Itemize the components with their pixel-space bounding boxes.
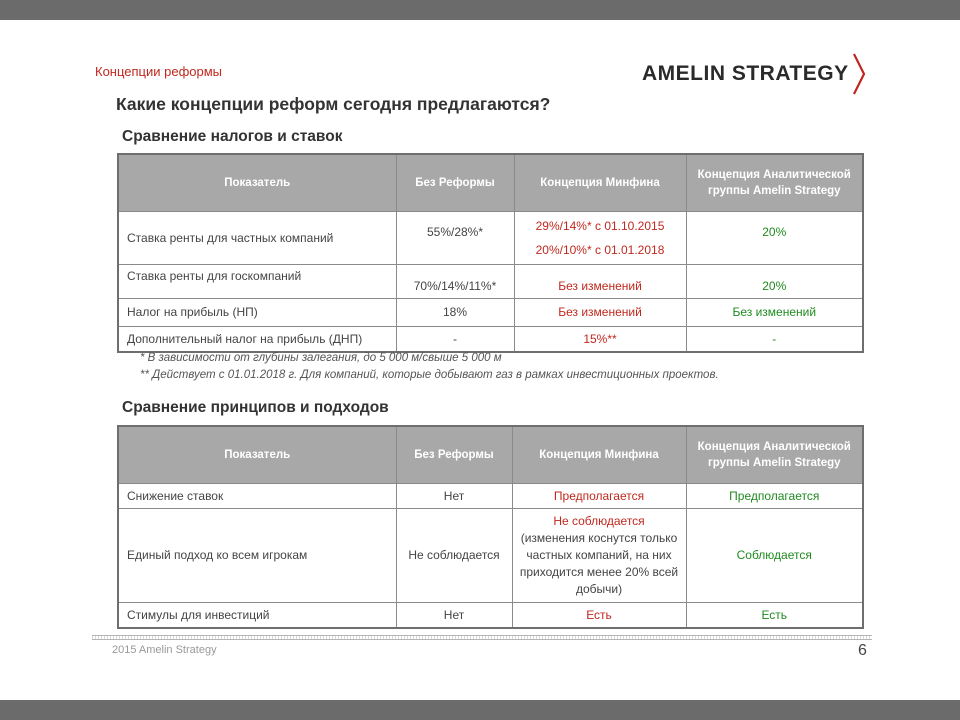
header-minfin: Концепция Минфина [512,426,686,483]
table1-title: Сравнение налогов и ставок [122,128,343,145]
minfin-value [512,508,686,602]
footnote-1: * В зависимости от глубины залегания, до 5 000 м/свыше 5 000 м [140,352,502,364]
no-reform-value: 70%/14%/11%* [396,264,514,298]
table-row [118,602,863,628]
tax-rates-table [117,153,864,353]
amelin-value: Предполагается [686,483,863,508]
amelin-value: 20% [686,211,863,264]
table-row [118,508,863,602]
header-indicator: Показатель [118,426,396,483]
row-label: Налог на прибыль (НП) [118,298,396,326]
no-reform-value: - [396,326,514,352]
footer-divider [92,635,872,640]
amelin-value: 20% [686,264,863,298]
row-label: Стимулы для инвестиций [118,602,396,628]
table-header-row [118,426,863,483]
amelin-value: Без изменений [686,298,863,326]
footnote-2: ** Действует с 01.01.2018 г. Для компаний, которые добывают газ в рамках инвестиционных проектов. [140,369,719,381]
amelin-value: Есть [686,602,863,628]
row-label: Дополнительный налог на прибыль (ДНП) [118,326,396,352]
header-minfin: Концепция Минфина [514,154,686,211]
table-row [118,211,863,264]
table-row [118,483,863,508]
footer-copyright: 2015 Amelin Strategy [112,644,217,656]
table-header-row [118,154,863,211]
no-reform-value: 18% [396,298,514,326]
top-bar [0,0,960,20]
minfin-value: Есть [512,602,686,628]
logo-text: AMELIN STRATEGY [642,62,849,85]
minfin-value-status: Не соблюдается [553,513,645,528]
row-label: Ставка ренты для госкомпаний [118,264,396,298]
no-reform-value: 55%/28%* [396,211,514,264]
minfin-value-line2: 20%/10%* с 01.01.2018 [535,242,665,257]
header-no-reform: Без Реформы [396,426,512,483]
minfin-value-line1: 29%/14%* с 01.10.2015 [535,218,665,233]
minfin-value: Предполагается [512,483,686,508]
row-label: Единый подход ко всем игрокам [118,508,396,602]
amelin-value: Соблюдается [686,508,863,602]
page-number: 6 [858,642,867,659]
bottom-bar [0,700,960,720]
company-logo [642,52,866,96]
minfin-value: Без изменений [514,298,686,326]
header-amelin: Концепция Аналитической группы Amelin Strategy [686,154,863,211]
minfin-value: 15%** [514,326,686,352]
header-no-reform: Без Реформы [396,154,514,211]
header-amelin: Концепция Аналитической группы Amelin Strategy [686,426,863,483]
page-title: Какие концепции реформ сегодня предлагаются? [116,94,551,114]
no-reform-value: Не соблюдается [396,508,512,602]
no-reform-value: Нет [396,483,512,508]
table2-title: Сравнение принципов и подходов [122,399,389,416]
table-row [118,298,863,326]
header-indicator: Показатель [118,154,396,211]
principles-table [117,425,864,629]
minfin-value-detail: (изменения коснутся только частных компаний, на них приходится менее 20% всей добычи) [519,530,679,596]
minfin-value: Без изменений [514,264,686,298]
chevron-right-icon [852,52,866,96]
no-reform-value: Нет [396,602,512,628]
row-label: Снижение ставок [118,483,396,508]
table-row [118,264,863,298]
row-label: Ставка ренты для частных компаний [118,211,396,264]
minfin-value [514,211,686,264]
table-row [118,326,863,352]
amelin-value: - [686,326,863,352]
section-label: Концепции реформы [95,64,223,79]
